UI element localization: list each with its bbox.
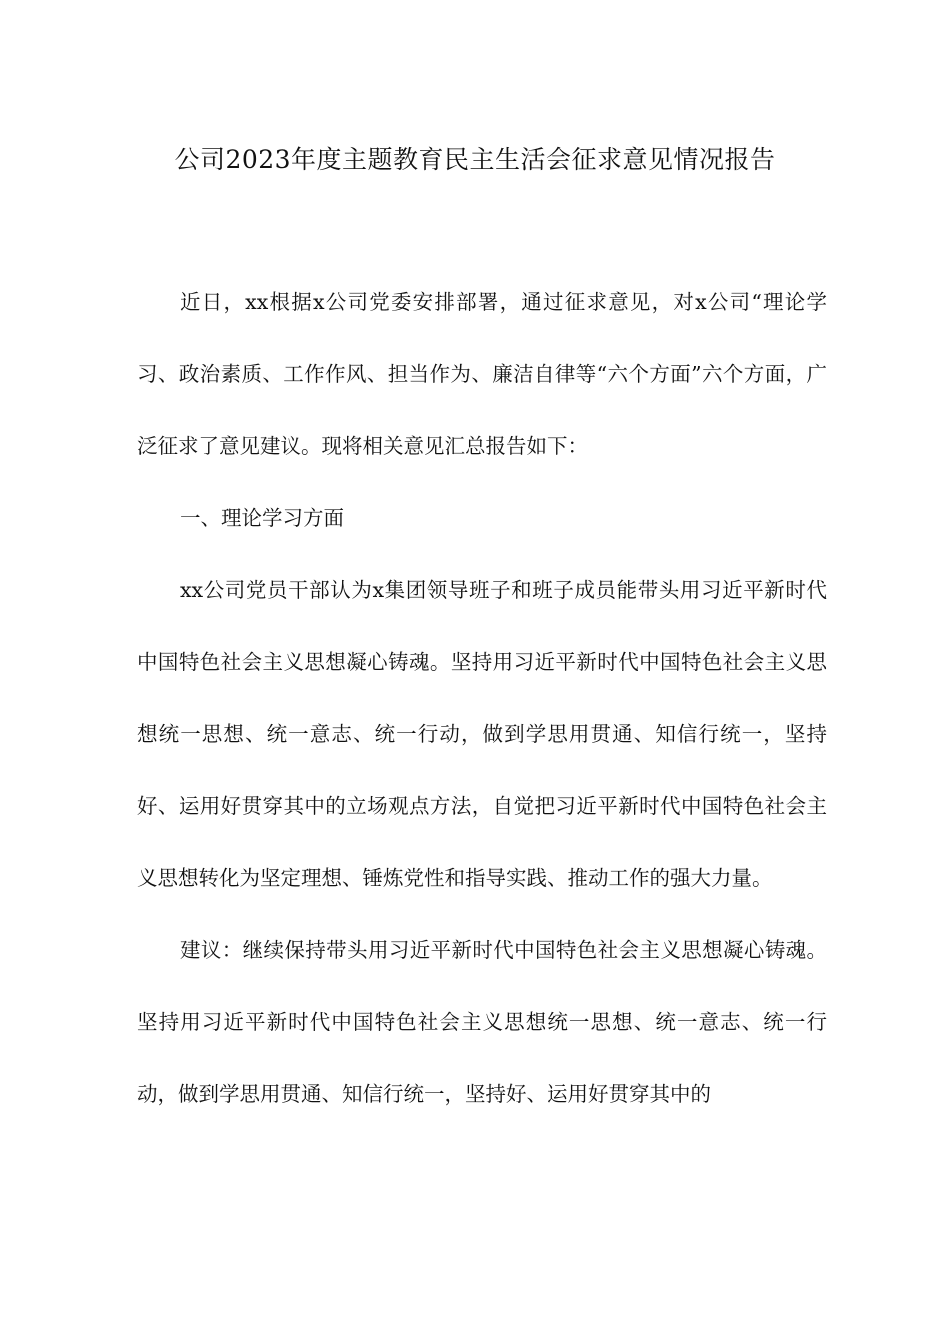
theory-study-paragraph: xx公司党员干部认为x集团领导班子和班子成员能带头用习近平新时代中国特色社会主义思想凝心铸魂。坚持用习近平新时代中国特色社会主义思想统一思想、统一意志、统一行动，做到学思用贯通、知信行统一，坚持好、运用好贯穿其中的立场观点方法，自觉把习近平新时代中国特色社会主义思想转化为坚定理想、锤炼党性和指导实践、推动工作的强大力量。 — [137, 578, 827, 890]
suggestion-paragraph: 建议：继续保持带头用习近平新时代中国特色社会主义思想凝心铸魂。坚持用习近平新时代中国特色社会主义思想统一思想、统一意志、统一行动，做到学思用贯通、知信行统一，坚持好、运用好贯穿其中的 — [137, 938, 827, 1106]
document-title: 公司2023年度主题教育民主生活会征求意见情况报告 — [174, 145, 776, 174]
section-heading-theory-study: 一、理论学习方面 — [180, 506, 344, 530]
document-body — [137, 266, 827, 1130]
intro-paragraph: 近日，xx根据x公司党委安排部署，通过征求意见，对x公司“理论学习、政治素质、工作作风、担当作为、廉洁自律等“六个方面”六个方面，广泛征求了意见建议。现将相关意见汇总报告如下： — [137, 290, 827, 458]
